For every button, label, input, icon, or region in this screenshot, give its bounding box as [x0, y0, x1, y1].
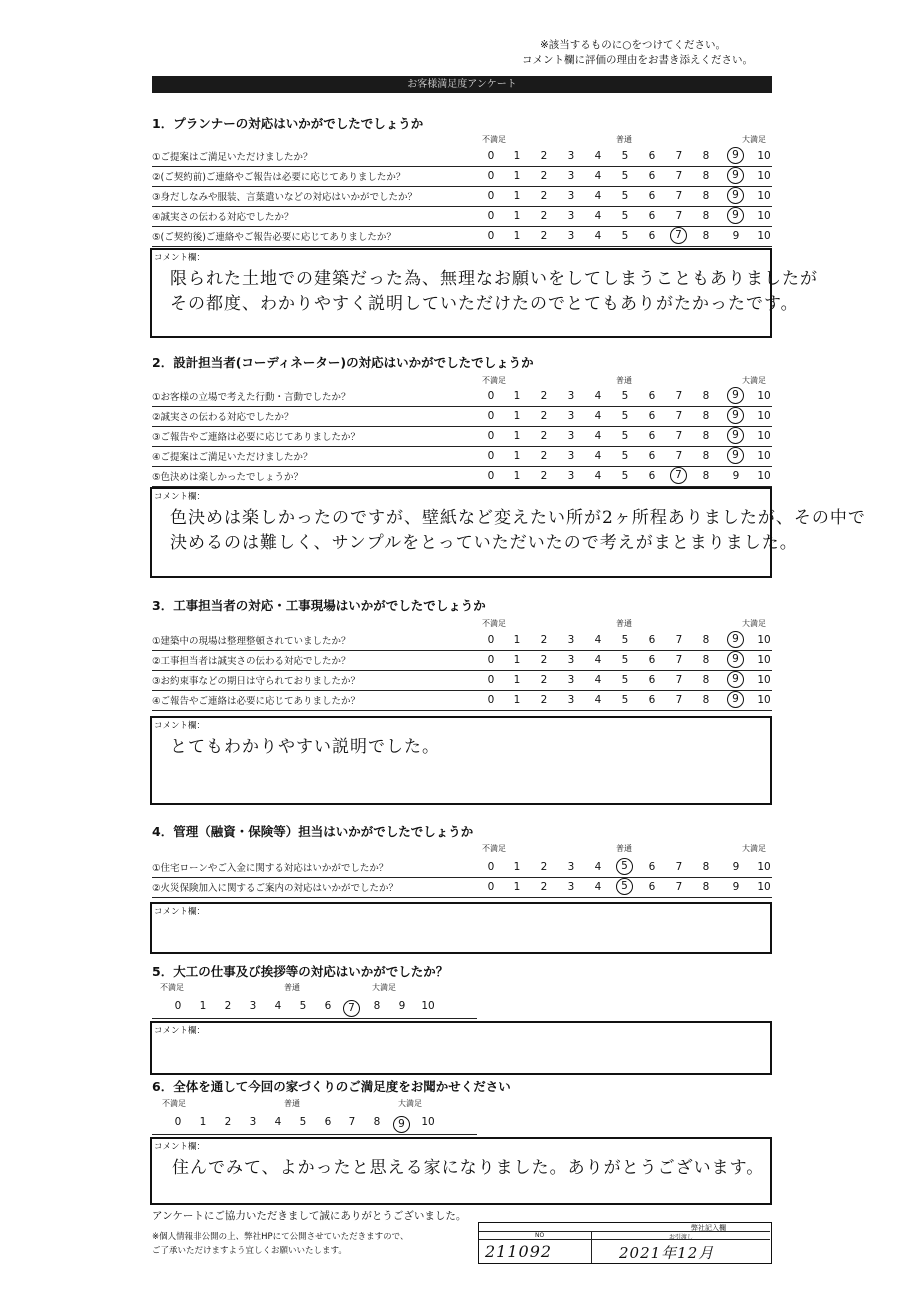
rating-option[interactable]: 0 [487, 170, 495, 182]
selected-rating-option[interactable]: 9 [727, 427, 744, 444]
rating-option[interactable]: 5 [621, 190, 629, 202]
rating-option[interactable]: 1 [199, 1000, 207, 1012]
rating-option[interactable]: 7 [675, 390, 683, 402]
rating-option[interactable]: 3 [567, 881, 575, 893]
rating-option[interactable]: 8 [702, 390, 710, 402]
rating-option[interactable]: 1 [513, 430, 521, 442]
section-5-title: 5．大工の仕事及び挨拶等の対応はいかがでしたか？ [152, 964, 449, 979]
selected-rating-option[interactable]: 5 [616, 878, 633, 895]
question-text: ②火災保険加入に関するご案内の対応はいかがでしたか？ [152, 883, 399, 894]
rating-option[interactable]: 0 [487, 694, 495, 706]
rating-option[interactable]: 10 [757, 881, 771, 893]
rating-option[interactable]: 7 [675, 410, 683, 422]
rating-option[interactable]: 5 [621, 430, 629, 442]
comment-label: コメント欄： [154, 492, 206, 502]
rating-option[interactable]: 6 [648, 430, 656, 442]
scale-label-low: 不満足 [482, 135, 506, 144]
rating-option[interactable]: 10 [757, 634, 771, 646]
rating-option[interactable]: 5 [621, 230, 629, 242]
rating-option[interactable]: 6 [324, 1000, 332, 1012]
rating-option[interactable]: 1 [513, 390, 521, 402]
rating-option[interactable]: 2 [540, 170, 548, 182]
rating-option[interactable]: 2 [540, 450, 548, 462]
rating-option[interactable]: 6 [648, 450, 656, 462]
rating-option[interactable]: 10 [757, 450, 771, 462]
rating-option[interactable]: 9 [732, 861, 740, 873]
section-2-comment-box[interactable] [150, 487, 866, 578]
question-text: ④ご提案はご満足いただけましたか？ [152, 452, 313, 463]
rating-option[interactable]: 4 [594, 450, 602, 462]
rating-option[interactable]: 1 [513, 881, 521, 893]
rating-option[interactable]: 1 [513, 190, 521, 202]
rating-option[interactable]: 3 [567, 150, 575, 162]
rating-option[interactable]: 6 [648, 210, 656, 222]
section-4-title: 4．管理（融資・保険等）担当はいかがでしたでしょうか [152, 824, 474, 839]
section-6-rating-scale [0, 1116, 920, 1136]
rating-option[interactable]: 0 [487, 390, 495, 402]
rating-option[interactable]: 1 [513, 230, 521, 242]
rating-option[interactable]: 4 [594, 654, 602, 666]
rating-option[interactable]: 1 [513, 450, 521, 462]
rating-option[interactable]: 3 [567, 230, 575, 242]
rating-option[interactable]: 4 [594, 861, 602, 873]
rating-option[interactable]: 3 [249, 1000, 257, 1012]
rating-option[interactable]: 10 [757, 694, 771, 706]
question-text: ②誠実さの伝わる対応でしたか？ [152, 412, 294, 423]
question-text: ①ご提案はご満足いただけましたか？ [152, 152, 313, 163]
rating-option[interactable]: 3 [567, 674, 575, 686]
scale-label-mid: 普通 [616, 619, 632, 628]
rating-option[interactable]: 8 [702, 861, 710, 873]
instruction-note-1: ※該当するものに○をつけてください。 [540, 39, 726, 51]
rating-option[interactable]: 5 [621, 470, 629, 482]
rating-option[interactable]: 10 [421, 1116, 435, 1128]
comment-label: コメント欄： [154, 253, 206, 263]
rating-option[interactable]: 3 [567, 450, 575, 462]
rating-option[interactable]: 2 [540, 230, 548, 242]
rating-option[interactable]: 5 [621, 450, 629, 462]
rating-option[interactable]: 10 [757, 230, 771, 242]
rating-option[interactable]: 3 [567, 654, 575, 666]
rating-option[interactable]: 6 [648, 654, 656, 666]
s5-scale-mid: 普通 [284, 983, 300, 992]
comment-handwriting-line: 限られた土地での建築だった為、無理なお願いをしてしまうこともありましたが [170, 269, 818, 289]
rating-option[interactable]: 2 [540, 190, 548, 202]
selected-rating-option[interactable]: 9 [727, 651, 744, 668]
rating-option[interactable]: 2 [540, 634, 548, 646]
scale-label-low: 不満足 [482, 619, 506, 628]
rating-option[interactable]: 8 [702, 430, 710, 442]
rating-option[interactable]: 3 [567, 190, 575, 202]
rating-option[interactable]: 5 [621, 634, 629, 646]
rating-option[interactable]: 5 [621, 410, 629, 422]
rating-option[interactable]: 10 [757, 210, 771, 222]
rating-option[interactable]: 7 [675, 674, 683, 686]
rating-option[interactable]: 9 [398, 1000, 406, 1012]
rating-option[interactable]: 6 [648, 170, 656, 182]
rating-option[interactable]: 4 [594, 190, 602, 202]
rating-option[interactable]: 5 [299, 1116, 307, 1128]
comment-label: コメント欄： [154, 1142, 206, 1152]
question-row [152, 466, 772, 487]
rating-option[interactable]: 10 [757, 190, 771, 202]
rating-option[interactable]: 10 [757, 410, 771, 422]
question-row [152, 426, 772, 447]
rating-option[interactable]: 4 [594, 430, 602, 442]
comment-handwriting-line: 決めるのは難しく、サンプルをとっていただいたので考えがまとまりました。 [170, 533, 798, 553]
office-divider [591, 1231, 592, 1263]
selected-rating-option[interactable]: 7 [343, 1000, 360, 1017]
question-text: ⑤色決めは楽しかったでしょうか？ [152, 472, 304, 483]
rating-option[interactable]: 8 [702, 450, 710, 462]
rating-option[interactable]: 4 [594, 410, 602, 422]
comment-handwriting-line: 色決めは楽しかったのですが、壁紙など変えたい所が2ヶ所程ありましたが、その中で [170, 508, 866, 528]
rating-option[interactable]: 2 [540, 390, 548, 402]
s5-scale-low: 不満足 [160, 983, 184, 992]
rating-option[interactable]: 3 [567, 210, 575, 222]
rating-option[interactable]: 3 [567, 861, 575, 873]
question-row [152, 857, 772, 878]
question-text: ⑤(ご契約後)ご連絡やご報告必要に応じてありましたか？ [152, 232, 396, 243]
rating-option[interactable]: 4 [594, 210, 602, 222]
office-use-box [478, 1222, 772, 1264]
rating-option[interactable]: 7 [675, 430, 683, 442]
rating-option[interactable]: 7 [675, 881, 683, 893]
rating-option[interactable]: 3 [567, 694, 575, 706]
rating-option[interactable]: 4 [594, 674, 602, 686]
office-label-rule [479, 1239, 770, 1240]
rating-option[interactable]: 8 [702, 210, 710, 222]
rating-option[interactable]: 7 [675, 694, 683, 706]
selected-rating-option[interactable]: 9 [727, 631, 744, 648]
section-1-title: 1．プランナーの対応はいかがでしたでしょうか [152, 116, 424, 131]
rating-option[interactable]: 2 [540, 150, 548, 162]
survey-banner: お客様満足度アンケート [152, 76, 772, 93]
selected-rating-option[interactable]: 9 [727, 207, 744, 224]
rating-option[interactable]: 2 [540, 674, 548, 686]
comment-handwriting-line: その都度、わかりやすく説明していただけたのでとてもありがたかったです。 [170, 294, 799, 314]
rating-option[interactable]: 1 [513, 170, 521, 182]
rating-option[interactable]: 1 [513, 861, 521, 873]
rating-option[interactable]: 5 [621, 674, 629, 686]
selected-rating-option[interactable]: 5 [616, 858, 633, 875]
privacy-note-1: ※個人情報非公開の上、弊社HPにて公開させていただきますので、 [152, 1232, 409, 1242]
selected-rating-option[interactable]: 7 [670, 227, 687, 244]
rating-option[interactable]: 1 [513, 634, 521, 646]
question-row [152, 446, 772, 467]
rating-option[interactable]: 3 [567, 470, 575, 482]
question-row [152, 146, 772, 167]
s6-scale-low: 不満足 [162, 1099, 186, 1108]
rating-option[interactable]: 4 [594, 390, 602, 402]
s5-scale-high: 大満足 [372, 983, 396, 992]
rating-option[interactable]: 7 [675, 861, 683, 873]
rating-option[interactable]: 4 [274, 1116, 282, 1128]
section-5-rule [152, 1018, 477, 1019]
question-row [152, 650, 772, 671]
rating-option[interactable]: 9 [732, 470, 740, 482]
rating-option[interactable]: 0 [487, 674, 495, 686]
rating-option[interactable]: 4 [594, 634, 602, 646]
scale-label-high: 大満足 [742, 135, 766, 144]
rating-option[interactable]: 0 [487, 430, 495, 442]
rating-option[interactable]: 4 [594, 170, 602, 182]
rating-option[interactable]: 3 [567, 430, 575, 442]
rating-option[interactable]: 0 [487, 450, 495, 462]
rating-option[interactable]: 8 [702, 150, 710, 162]
section-6-title: 6．全体を通して今回の家づくりのご満足度をお聞かせください [152, 1079, 511, 1094]
rating-option[interactable]: 8 [702, 634, 710, 646]
scale-label-mid: 普通 [616, 844, 632, 853]
rating-option[interactable]: 10 [421, 1000, 435, 1012]
rating-option[interactable]: 8 [702, 410, 710, 422]
rating-option[interactable]: 7 [675, 210, 683, 222]
comment-label: コメント欄： [154, 1026, 206, 1036]
selected-rating-option[interactable]: 9 [393, 1116, 410, 1133]
question-row [152, 630, 772, 651]
scale-label-high: 大満足 [742, 844, 766, 853]
rating-option[interactable]: 0 [487, 190, 495, 202]
rating-option[interactable]: 3 [567, 634, 575, 646]
selected-rating-option[interactable]: 7 [670, 467, 687, 484]
question-text: ③身だしなみや服装、言葉遣いなどの対応はいかがでしたか？ [152, 192, 418, 203]
handover-date-value: 2021年12月 [619, 1244, 715, 1262]
question-row [152, 186, 772, 207]
office-use-header: 弊社記入欄 [691, 1224, 726, 1232]
scale-label-mid: 普通 [616, 376, 632, 385]
rating-option[interactable]: 8 [702, 694, 710, 706]
rating-option[interactable]: 9 [732, 230, 740, 242]
rating-option[interactable]: 4 [594, 230, 602, 242]
thanks-message: アンケートにご協力いただきまして誠にありがとうございました。 [152, 1210, 467, 1222]
question-text: ①住宅ローンやご入金に関する対応はいかがでしたか？ [152, 863, 389, 874]
rating-option[interactable]: 4 [594, 881, 602, 893]
rating-option[interactable]: 8 [702, 190, 710, 202]
rating-option[interactable]: 2 [540, 430, 548, 442]
rating-option[interactable]: 4 [274, 1000, 282, 1012]
rating-option[interactable]: 3 [567, 390, 575, 402]
question-text: ④誠実さの伝わる対応でしたか？ [152, 212, 294, 223]
rating-option[interactable]: 1 [513, 674, 521, 686]
rating-option[interactable]: 1 [513, 470, 521, 482]
instruction-note-2: コメント欄に評価の理由をお書き添えください。 [522, 54, 753, 66]
rating-option[interactable]: 0 [487, 410, 495, 422]
rating-option[interactable]: 5 [621, 654, 629, 666]
rating-option[interactable]: 6 [648, 410, 656, 422]
rating-option[interactable]: 7 [675, 450, 683, 462]
question-text: ①建築中の現場は整理整頓されていましたか？ [152, 636, 351, 647]
selected-rating-option[interactable]: 9 [727, 407, 744, 424]
rating-option[interactable]: 0 [487, 210, 495, 222]
rating-option[interactable]: 1 [513, 694, 521, 706]
rating-option[interactable]: 8 [702, 881, 710, 893]
rating-option[interactable]: 0 [174, 1116, 182, 1128]
rating-option[interactable]: 4 [594, 150, 602, 162]
rating-option[interactable]: 3 [567, 170, 575, 182]
rating-option[interactable]: 10 [757, 470, 771, 482]
selected-rating-option[interactable]: 9 [727, 447, 744, 464]
selected-rating-option[interactable]: 9 [727, 167, 744, 184]
rating-option[interactable]: 1 [513, 654, 521, 666]
rating-option[interactable]: 2 [540, 861, 548, 873]
section-5-rating-scale [0, 1000, 920, 1020]
rating-option[interactable]: 10 [757, 170, 771, 182]
rating-option[interactable]: 2 [540, 881, 548, 893]
rating-option[interactable]: 7 [675, 634, 683, 646]
section-1-comment-box[interactable] [150, 248, 818, 338]
rating-option[interactable]: 6 [648, 634, 656, 646]
no-value: 211092 [485, 1242, 553, 1261]
rating-option[interactable]: 8 [702, 230, 710, 242]
rating-option[interactable]: 1 [513, 410, 521, 422]
question-text: ③お約束事などの期日は守られておりましたか？ [152, 676, 361, 687]
question-row [152, 690, 772, 711]
section-4-comment-box[interactable] [150, 902, 772, 954]
rating-option[interactable]: 5 [621, 694, 629, 706]
selected-rating-option[interactable]: 9 [727, 691, 744, 708]
rating-option[interactable]: 5 [621, 170, 629, 182]
rating-option[interactable]: 2 [224, 1116, 232, 1128]
rating-option[interactable]: 2 [540, 654, 548, 666]
rating-option[interactable]: 1 [199, 1116, 207, 1128]
rating-option[interactable]: 0 [487, 470, 495, 482]
handover-label: お引渡し [669, 1234, 694, 1241]
rating-option[interactable]: 8 [702, 170, 710, 182]
rating-option[interactable]: 2 [540, 210, 548, 222]
rating-option[interactable]: 7 [675, 190, 683, 202]
question-row [152, 166, 772, 187]
rating-option[interactable]: 2 [540, 410, 548, 422]
rating-option[interactable]: 3 [249, 1116, 257, 1128]
rating-option[interactable]: 6 [648, 230, 656, 242]
comment-label: コメント欄： [154, 721, 206, 731]
question-row [152, 877, 772, 898]
question-text: ②工事担当者は誠実さの伝わる対応でしたか？ [152, 656, 351, 667]
selected-rating-option[interactable]: 9 [727, 387, 744, 404]
scale-label-low: 不満足 [482, 844, 506, 853]
question-text: ④ご報告やご連絡は必要に応じてありましたか？ [152, 696, 361, 707]
rating-option[interactable]: 8 [702, 470, 710, 482]
question-row [152, 670, 772, 691]
section-6-comment-text: 住んでみて、よかったと思える家になりました。ありがとうございます。 [172, 1158, 765, 1178]
s6-scale-high: 大満足 [398, 1099, 422, 1108]
rating-option[interactable]: 10 [757, 674, 771, 686]
rating-option[interactable]: 8 [702, 654, 710, 666]
scale-label-low: 不満足 [482, 376, 506, 385]
section-3-comment-box[interactable] [150, 716, 772, 805]
rating-option[interactable]: 8 [373, 1000, 381, 1012]
rating-option[interactable]: 0 [487, 861, 495, 873]
rating-option[interactable]: 4 [594, 470, 602, 482]
rating-option[interactable]: 10 [757, 150, 771, 162]
rating-option[interactable]: 4 [594, 694, 602, 706]
rating-option[interactable]: 6 [648, 861, 656, 873]
rating-option[interactable]: 0 [487, 881, 495, 893]
rating-option[interactable]: 5 [621, 210, 629, 222]
rating-option[interactable]: 6 [648, 694, 656, 706]
rating-option[interactable]: 8 [373, 1116, 381, 1128]
rating-option[interactable]: 2 [224, 1000, 232, 1012]
rating-option[interactable]: 0 [487, 654, 495, 666]
comment-handwriting-line: とてもわかりやすい説明でした。 [170, 737, 440, 757]
selected-rating-option[interactable]: 9 [727, 187, 744, 204]
section-6-comment-box[interactable] [150, 1137, 772, 1205]
rating-option[interactable]: 10 [757, 654, 771, 666]
question-row [152, 206, 772, 227]
scale-label-high: 大満足 [742, 376, 766, 385]
rating-option[interactable]: 0 [174, 1000, 182, 1012]
rating-option[interactable]: 6 [648, 674, 656, 686]
rating-option[interactable]: 5 [299, 1000, 307, 1012]
question-row [152, 386, 772, 407]
rating-option[interactable]: 5 [621, 150, 629, 162]
rating-option[interactable]: 5 [621, 390, 629, 402]
rating-option[interactable]: 8 [702, 674, 710, 686]
no-label: NO [535, 1232, 545, 1239]
scale-label-high: 大満足 [742, 619, 766, 628]
s6-scale-mid: 普通 [284, 1099, 300, 1108]
rating-option[interactable]: 6 [648, 470, 656, 482]
rating-option[interactable]: 2 [540, 694, 548, 706]
selected-rating-option[interactable]: 9 [727, 671, 744, 688]
comment-label: コメント欄： [154, 907, 206, 917]
question-text: ①お客様の立場で考えた行動・言動でしたか？ [152, 392, 351, 403]
rating-option[interactable]: 6 [324, 1116, 332, 1128]
rating-option[interactable]: 6 [648, 150, 656, 162]
rating-option[interactable]: 3 [567, 410, 575, 422]
question-text: ③ご報告やご連絡は必要に応じてありましたか？ [152, 432, 361, 443]
rating-option[interactable]: 7 [675, 150, 683, 162]
question-row [152, 406, 772, 427]
question-text: ②(ご契約前)ご連絡やご報告は必要に応じてありましたか？ [152, 172, 406, 183]
office-header-rule [479, 1231, 770, 1232]
rating-option[interactable]: 1 [513, 210, 521, 222]
rating-option[interactable]: 10 [757, 861, 771, 873]
section-2-title: 2．設計担当者(コーディネーター)の対応はいかがでしたでしょうか [152, 355, 534, 370]
rating-option[interactable]: 1 [513, 150, 521, 162]
rating-option[interactable]: 10 [757, 430, 771, 442]
rating-option[interactable]: 6 [648, 190, 656, 202]
rating-option[interactable]: 2 [540, 470, 548, 482]
section-3-title: 3．工事担当者の対応・工事現場はいかがでしたでしょうか [152, 598, 486, 613]
rating-option[interactable]: 6 [648, 390, 656, 402]
rating-option[interactable]: 7 [348, 1116, 356, 1128]
section-6-rule [152, 1134, 477, 1135]
rating-option[interactable]: 0 [487, 150, 495, 162]
rating-option[interactable]: 7 [675, 654, 683, 666]
section-5-comment-box[interactable] [150, 1021, 772, 1075]
rating-option[interactable]: 9 [732, 881, 740, 893]
question-row [152, 226, 772, 247]
privacy-note-2: ご了承いただけますよう宜しくお願いいたします。 [152, 1246, 347, 1256]
rating-option[interactable]: 0 [487, 230, 495, 242]
rating-option[interactable]: 0 [487, 634, 495, 646]
rating-option[interactable]: 6 [648, 881, 656, 893]
rating-option[interactable]: 7 [675, 170, 683, 182]
scale-label-mid: 普通 [616, 135, 632, 144]
rating-option[interactable]: 10 [757, 390, 771, 402]
selected-rating-option[interactable]: 9 [727, 147, 744, 164]
